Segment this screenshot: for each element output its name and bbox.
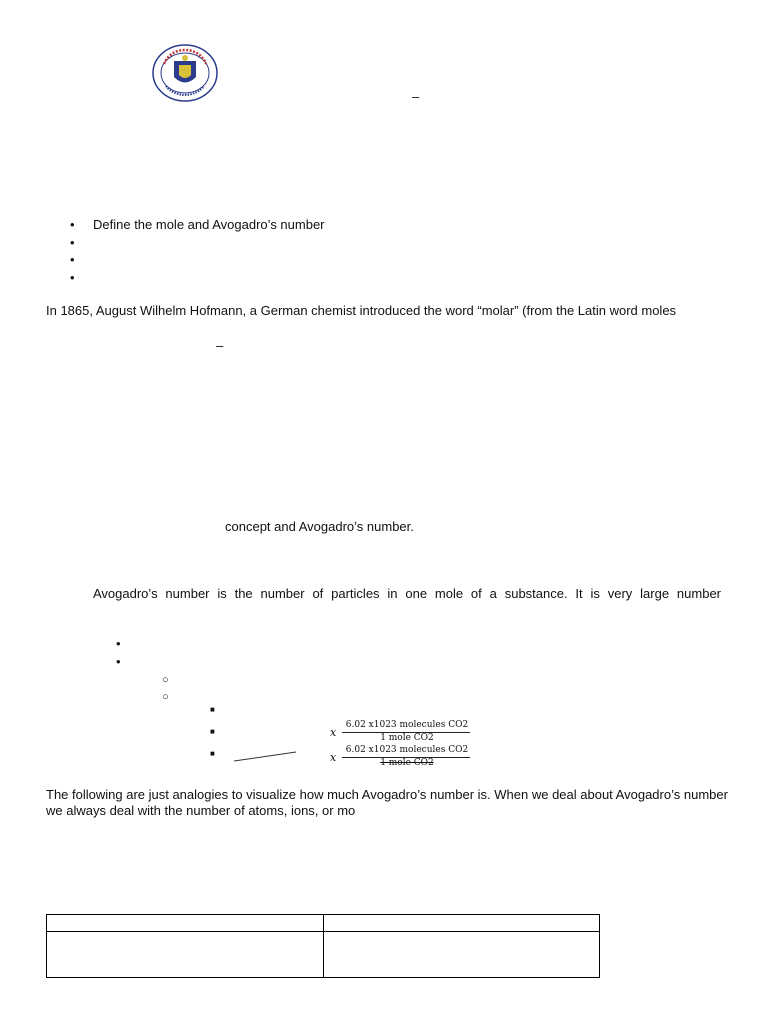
avogadro-definition: Avogadro’s number is the number of particles in one mole of a substance. It is very large number — [93, 586, 721, 601]
table-cell — [324, 932, 600, 978]
sub-list-item: • — [116, 654, 121, 669]
inline-dash: – — [216, 338, 224, 353]
objective-item — [70, 251, 325, 269]
conversion-formula-1 — [330, 720, 475, 746]
objectives-list — [70, 216, 325, 286]
square-list-item: ■ — [210, 727, 215, 736]
formula-denominator: 1 mole CO2 — [380, 733, 434, 743]
objective-item — [70, 269, 325, 287]
objective-item — [70, 234, 325, 252]
sub-sub-list-item: ○ — [162, 691, 169, 703]
formula-numerator: 6.02 x1023 molecules CO2 — [345, 745, 469, 755]
table-cell — [47, 915, 324, 932]
square-list-item: ■ — [210, 749, 215, 758]
table-cell — [47, 932, 324, 978]
concept-line: concept and Avogadro’s number. — [225, 519, 414, 534]
square-list — [210, 702, 215, 768]
sub-list — [116, 635, 121, 671]
table-row — [47, 915, 600, 932]
header-dash: – — [412, 89, 420, 104]
sub-sub-list-item: ○ — [162, 674, 169, 686]
objective-item: • Define the mole and Avogadro’s number — [70, 216, 325, 234]
conversion-formula-2 — [330, 745, 475, 771]
formula-multiply-x: x — [330, 726, 337, 739]
table-cell — [324, 915, 600, 932]
deped-seal — [152, 44, 218, 102]
sub-list-item: • — [116, 636, 121, 651]
analogies-paragraph: The following are just analogies to visualize how much Avogadro’s number is. When we deal about Avogadro’s number we always deal with the number of atoms, ions, or mo — [46, 787, 728, 818]
formula-multiply-x: x — [330, 751, 337, 764]
sub-sub-list — [162, 672, 169, 706]
table-row — [47, 932, 600, 978]
slanted-line — [232, 748, 298, 764]
analogy-table — [46, 914, 600, 978]
square-list-item: ■ — [210, 705, 215, 714]
formula-denominator-cancelled: 1 mole CO2 — [380, 758, 434, 768]
intro-paragraph: In 1865, August Wilhelm Hofmann, a German chemist introduced the word “molar” (from the Latin word moles — [46, 303, 677, 318]
formula-numerator: 6.02 x1023 molecules CO2 — [345, 720, 469, 730]
